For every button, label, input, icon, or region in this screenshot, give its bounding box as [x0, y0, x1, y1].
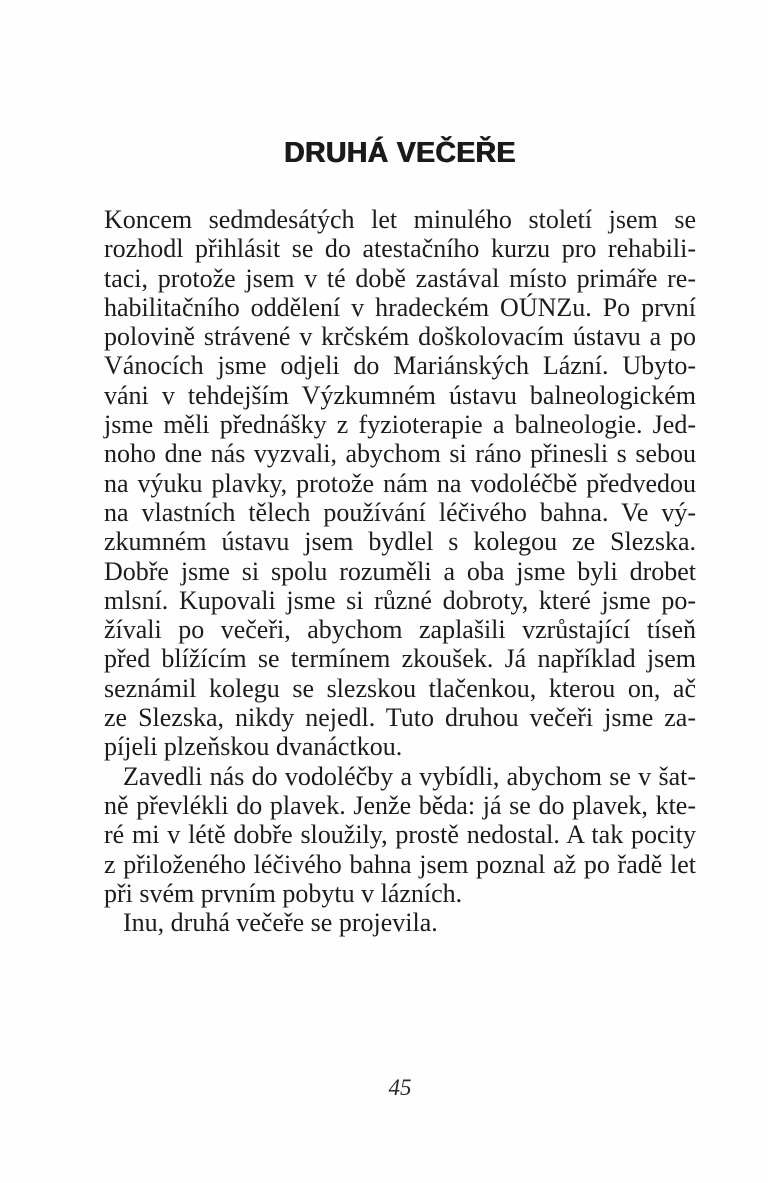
text-line: Zavedli nás do vodoléčby a vybídli, abychom se v šat-	[123, 761, 696, 791]
text-line: rozhodl přihlásit se do atestačního kurzu pro rehabili-	[104, 234, 696, 264]
text-line: před blížícím se termínem zkoušek. Já například jsem	[104, 644, 696, 674]
text-line: z přiloženého léčivého bahna jsem poznal až po řadě let	[104, 849, 696, 879]
text-line: při svém prvním pobytu v lázních.	[104, 878, 463, 908]
text-line: taci, protože jsem v té době zastával místo primáře re-	[104, 263, 696, 293]
text-line: Dobře jsme si spolu rozuměli a oba jsme byli drobet	[104, 556, 696, 586]
text-line: na výuku plavky, protože nám na vodoléčbě předvedou	[104, 468, 696, 498]
text-line: polovině strávené v krčském doškolovacím ústavu a po	[104, 322, 696, 352]
text-line: noho dne nás vyzvali, abychom si ráno přinesli s sebou	[104, 439, 696, 469]
text-line: Vánocích jsme odjeli do Mariánských Lázní. Ubyto-	[104, 351, 696, 381]
paragraph	[104, 908, 696, 937]
text-line: zkumném ústavu jsem bydlel s kolegou ze Slezska.	[104, 527, 696, 557]
text-line: Inu, druhá večeře se projevila.	[123, 908, 438, 938]
text-line: váni v tehdejším Výzkumném ústavu balneologickém	[104, 380, 696, 410]
paragraph	[104, 205, 696, 762]
text-line: jsme měli přednášky z fyzioterapie a balneologie. Jed-	[104, 410, 696, 440]
text-line: ze Slezska, nikdy nejedl. Tuto druhou večeři jsme za-	[104, 703, 696, 733]
text-line: žívali po večeři, abychom zaplašili vzrůstající tíseň	[104, 615, 696, 645]
paragraph	[104, 762, 696, 908]
chapter-title: DRUHÁ VEČEŘE	[284, 137, 516, 169]
text-line: mlsní. Kupovali jsme si různé dobroty, které jsme po-	[104, 585, 696, 615]
text-line: Koncem sedmdesátých let minulého století jsem se	[104, 205, 696, 234]
text-line: na vlastních tělech používání léčivého bahna. Ve vý-	[104, 497, 696, 527]
body-text	[104, 205, 696, 937]
text-line: ré mi v létě dobře sloužily, prostě nedostal. A tak pocity	[104, 820, 696, 850]
text-line: ně převlékli do plavek. Jenže běda: já se do plavek, kte-	[104, 790, 696, 820]
text-line: habilitačního oddělení v hradeckém OÚNZu. Po první	[104, 292, 696, 322]
page-number: 45	[388, 1075, 412, 1100]
text-line: píjeli plzeňskou dvanáctkou.	[104, 732, 403, 762]
text-line: seznámil kolegu se slezskou tlačenkou, kterou on, ač	[104, 673, 696, 703]
